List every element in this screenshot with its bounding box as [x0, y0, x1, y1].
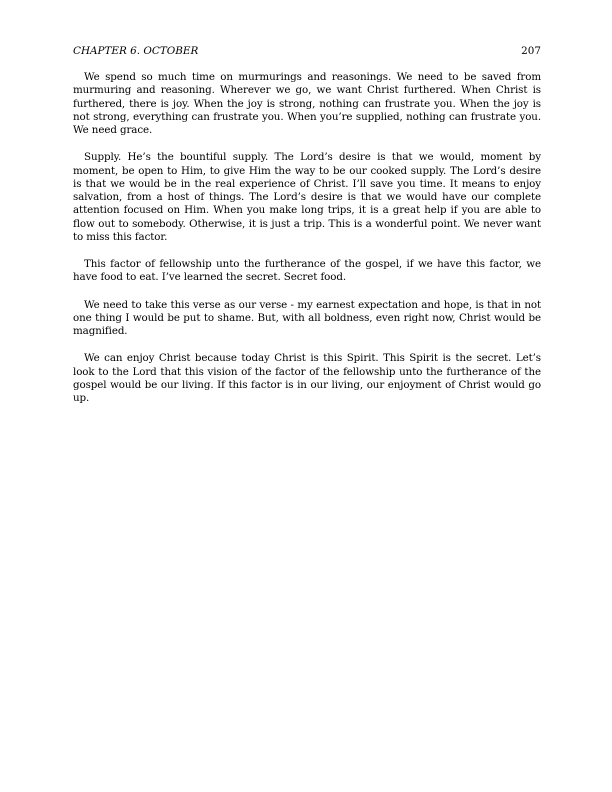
- body-text: [73, 71, 541, 419]
- page-number: 207: [521, 45, 541, 57]
- paragraph-spirit: We can enjoy Christ because today Christ is this Spirit. This Spirit is the secret. Let’s look to the Lord that this vision of the factor of the fellowship unto the furtherance of the gospel would be our living. If this factor is in our living, our enjoyment of Christ would go up.: [73, 352, 541, 404]
- paragraph-verse: We need to take this verse as our verse - my earnest expectation and hope, is that in not one thing I would be put to shame. But, with all boldness, even right now, Christ would be magnified.: [73, 298, 541, 337]
- paragraph-fellowship-factor: This factor of fellowship unto the furtherance of the gospel, if we have this factor, we have food to eat. I’ve learned the secret. Secret food.: [73, 258, 541, 284]
- running-header: [73, 44, 541, 58]
- paragraph-supply: Supply. He’s the bountiful supply. The Lord’s desire is that we would, moment by moment, be open to Him, to give Him the way to be our cooked supply. The Lord’s desire is that we would be in the real experience of Christ. I’ll save you time. It means to enjoy salvation, from a host of things. The Lord’s desire is that we would have our complete attention focused on Him. When you make long trips, it is a great help if you are able to flow out to somebody. Otherwise, it is just a trip. This is a wonderful point. We never want to miss this factor.: [73, 151, 541, 243]
- chapter-title: CHAPTER 6. OCTOBER: [73, 45, 199, 57]
- paragraph-murmurings: We spend so much time on murmurings and reasonings. We need to be saved from murmuring and reasoning. Wherever we go, we want Christ furthered. When Christ is furthered, there is joy. When the joy is strong, nothing can frustrate you. When the joy is not strong, everything can frustrate you. When you’re supplied, nothing can frustrate you. We need grace.: [73, 71, 541, 136]
